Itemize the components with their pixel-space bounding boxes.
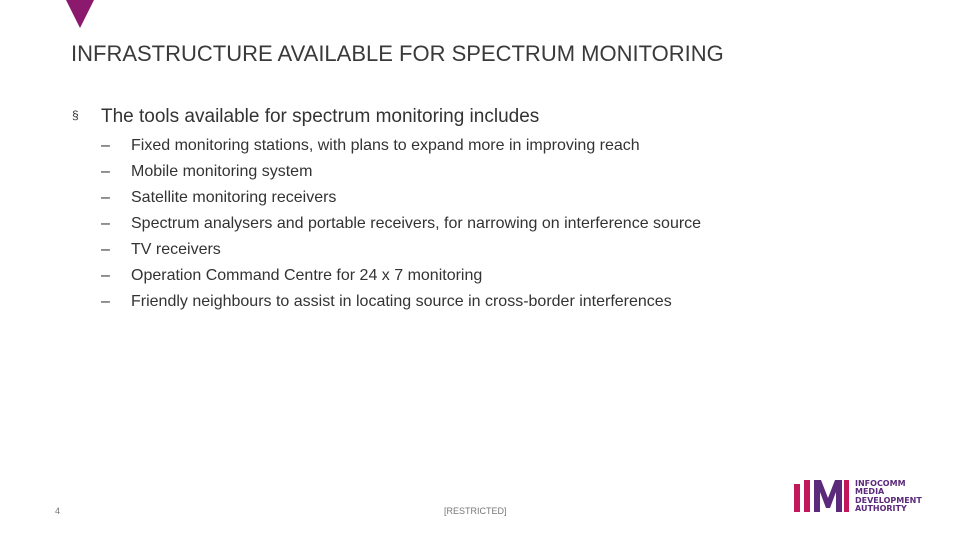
list-item-text: Satellite monitoring receivers — [131, 189, 337, 206]
dash-marker: – — [101, 293, 110, 310]
list-item-text: TV receivers — [131, 241, 221, 258]
list-item — [101, 133, 701, 159]
list-item-text: Operation Command Centre for 24 x 7 monitoring — [131, 267, 483, 284]
imda-logo-mark-icon — [794, 478, 852, 514]
imda-logo — [794, 478, 934, 518]
list-item — [101, 237, 701, 263]
dash-marker: – — [101, 137, 110, 154]
lead-bullet-line — [72, 106, 539, 128]
slide-title: INFRASTRUCTURE AVAILABLE FOR SPECTRUM MONITORING — [71, 41, 724, 66]
list-item — [101, 289, 701, 315]
logo-wordmark — [855, 480, 922, 514]
list-item-text: Mobile monitoring system — [131, 163, 313, 180]
logo-line: AUTHORITY — [855, 504, 907, 514]
dash-marker: – — [101, 189, 110, 206]
dash-marker: – — [101, 163, 110, 180]
list-item — [101, 159, 701, 185]
dash-marker: – — [101, 267, 110, 284]
list-item-text: Fixed monitoring stations, with plans to expand more in improving reach — [131, 137, 640, 154]
logo-line: MEDIA — [855, 487, 885, 497]
dash-marker: – — [101, 215, 110, 232]
list-item — [101, 263, 701, 289]
slide-number: 4 — [55, 506, 61, 516]
logo-line: INFOCOMM — [855, 479, 906, 488]
list-item-text: Spectrum analysers and portable receivers, for narrowing on interference source — [131, 215, 702, 232]
logo-line: DEVELOPMENT — [855, 495, 922, 505]
dash-marker: – — [101, 241, 110, 258]
lead-text: The tools available for spectrum monitoring includes — [101, 106, 540, 127]
footer-classification: [RESTRICTED] — [444, 506, 507, 516]
square-bullet-icon: § — [72, 108, 79, 122]
list-item-text: Friendly neighbours to assist in locating source in cross-border interferences — [131, 293, 672, 310]
top-marker-triangle — [66, 0, 94, 28]
list-item — [101, 211, 701, 237]
tools-list — [101, 133, 701, 315]
list-item — [101, 185, 701, 211]
